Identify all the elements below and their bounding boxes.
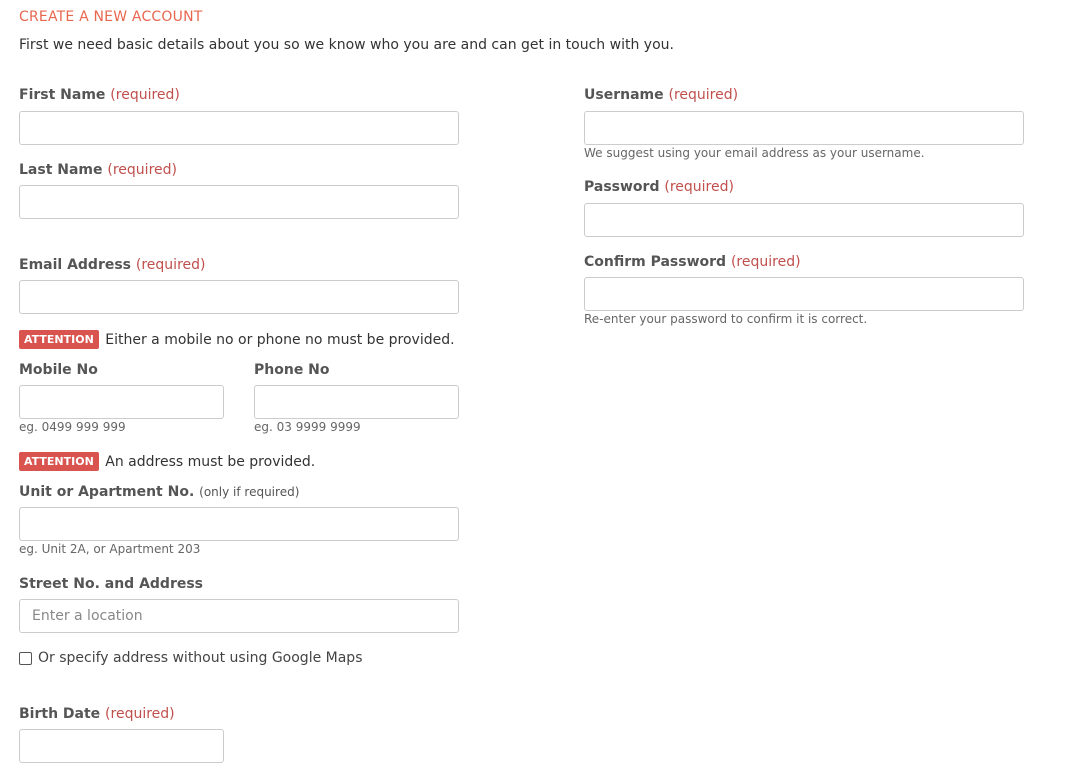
manual-address-checkbox[interactable] (19, 652, 32, 665)
username-label-text: Username (584, 87, 664, 103)
required-marker: (required) (110, 87, 180, 103)
address-notice (19, 452, 315, 471)
unit-label (19, 484, 299, 500)
required-marker: (required) (730, 254, 801, 270)
confirm-password-label-text: Confirm Password (584, 254, 727, 270)
confirm-password-input[interactable] (584, 277, 1024, 311)
contact-notice-text: Either a mobile no or phone no must be provided. (105, 331, 455, 348)
birth-date-label (19, 706, 175, 722)
unit-label-text: Unit or Apartment No. (19, 484, 195, 500)
first-name-label (19, 87, 180, 103)
username-label (584, 87, 738, 103)
street-label: Street No. and Address (19, 576, 204, 592)
manual-address-option[interactable] (19, 650, 362, 666)
first-name-label-text: First Name (19, 87, 106, 103)
contact-notice (19, 330, 455, 349)
page-title: CREATE A NEW ACCOUNT (19, 9, 203, 25)
confirm-password-help: Re-enter your password to confirm it is correct. (584, 312, 868, 326)
email-input[interactable] (19, 280, 459, 314)
birth-date-input[interactable] (19, 729, 224, 763)
confirm-password-label (584, 254, 801, 270)
birth-date-label-text: Birth Date (19, 706, 101, 722)
address-notice-text: An address must be provided. (105, 453, 316, 470)
phone-label: Phone No (254, 362, 330, 378)
phone-input[interactable] (254, 385, 459, 419)
street-address-input[interactable] (19, 599, 459, 633)
password-label-text: Password (584, 179, 660, 195)
required-marker: (required) (664, 179, 734, 195)
last-name-input[interactable] (19, 185, 459, 219)
intro-text: First we need basic details about you so we know who you are and can get in touch with you. (19, 37, 674, 53)
username-input[interactable] (584, 111, 1024, 145)
last-name-label (19, 162, 177, 178)
password-input[interactable] (584, 203, 1024, 237)
mobile-input[interactable] (19, 385, 224, 419)
last-name-label-text: Last Name (19, 162, 103, 178)
password-label (584, 179, 734, 195)
required-marker: (required) (135, 257, 206, 273)
attention-badge: ATTENTION (19, 330, 99, 349)
unit-input[interactable] (19, 507, 459, 541)
required-marker: (required) (105, 706, 175, 722)
required-marker: (required) (668, 87, 739, 103)
attention-badge: ATTENTION (19, 452, 99, 471)
first-name-input[interactable] (19, 111, 459, 145)
required-marker: (required) (107, 162, 177, 178)
optional-marker: (only if required) (199, 485, 300, 499)
mobile-help: eg. 0499 999 999 (19, 420, 126, 434)
email-label-text: Email Address (19, 257, 132, 273)
username-help: We suggest using your email address as your username. (584, 146, 925, 160)
manual-address-label: Or specify address without using Google Maps (38, 650, 363, 666)
email-label (19, 257, 205, 273)
mobile-label: Mobile No (19, 362, 98, 378)
unit-help: eg. Unit 2A, or Apartment 203 (19, 542, 201, 556)
phone-help: eg. 03 9999 9999 (254, 420, 361, 434)
